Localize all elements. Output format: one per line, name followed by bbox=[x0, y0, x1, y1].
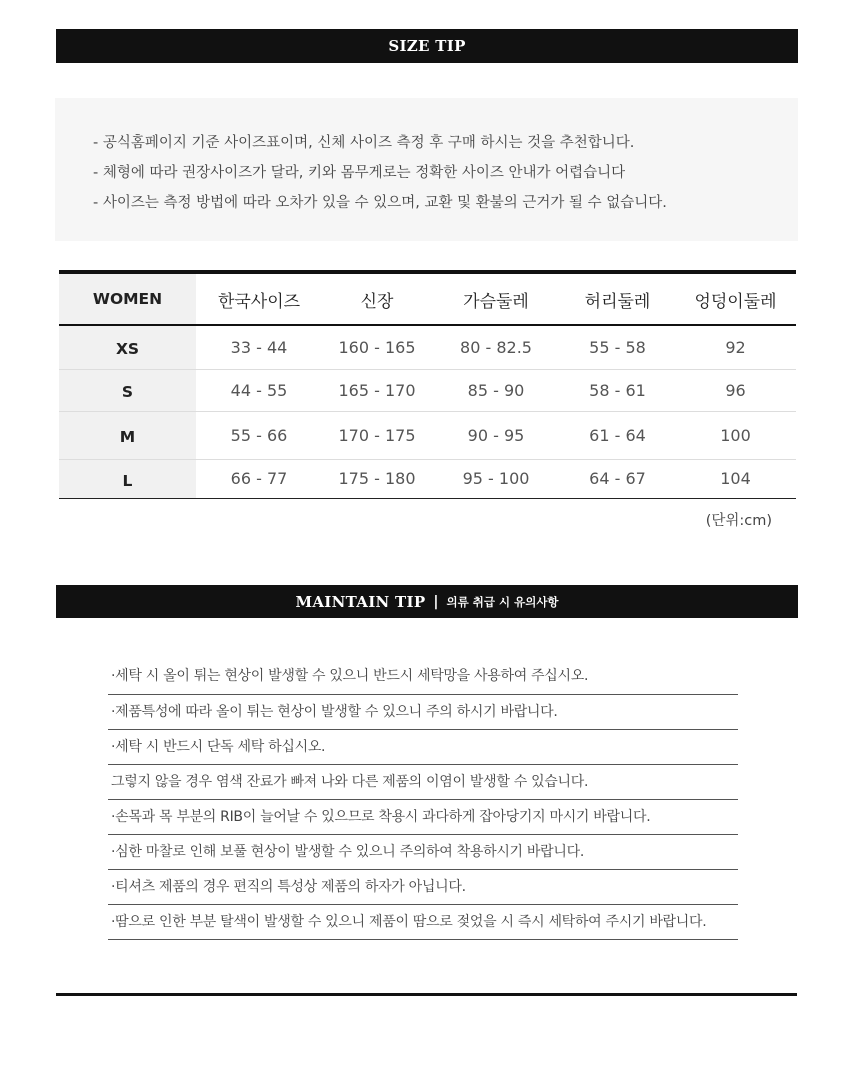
size-note: - 공식홈페이지 기준 사이즈표이며, 신체 사이즈 측정 후 구매 하시는 것을 추천합니다. bbox=[93, 135, 635, 151]
table-row bbox=[59, 459, 796, 498]
table-cell: 55 - 58 bbox=[560, 325, 675, 369]
list-item: ·세탁 시 올이 튀는 현상이 발생할 수 있으니 반드시 세탁망을 사용하여 주십시오. bbox=[108, 659, 738, 695]
table-row bbox=[59, 325, 796, 369]
list-item: ·심한 마찰로 인해 보풀 현상이 발생할 수 있으니 주의하여 착용하시기 바랍니다. bbox=[108, 835, 738, 870]
size-table bbox=[59, 270, 796, 499]
table-cell: 55 - 66 bbox=[196, 411, 322, 459]
title-separator: | bbox=[433, 593, 439, 610]
table-cell: 170 - 175 bbox=[322, 411, 432, 459]
table-cell: 165 - 170 bbox=[322, 369, 432, 411]
table-cell: 66 - 77 bbox=[196, 459, 322, 498]
table-cell: 64 - 67 bbox=[560, 459, 675, 498]
list-item: ·손목과 목 부분의 RIB이 늘어날 수 있으므로 착용시 과다하게 잡아당기지 마시기 바랍니다. bbox=[108, 800, 738, 835]
care-instructions-list bbox=[108, 659, 738, 940]
table-cell: 96 bbox=[675, 369, 796, 411]
table-cell: 92 bbox=[675, 325, 796, 369]
table-row bbox=[59, 369, 796, 411]
header-height: 신장 bbox=[360, 291, 394, 312]
header-women: WOMEN bbox=[59, 272, 196, 325]
size-table-header-row bbox=[59, 272, 796, 325]
size-tip-notes bbox=[55, 98, 798, 241]
unit-note: (단위:cm) bbox=[705, 513, 772, 529]
table-cell: 100 bbox=[675, 411, 796, 459]
table-cell: 85 - 90 bbox=[432, 369, 560, 411]
list-item: ·세탁 시 반드시 단독 세탁 하십시오. bbox=[108, 730, 738, 765]
maintain-tip-header bbox=[56, 585, 798, 618]
maintain-tip-title: MAINTAIN TIP bbox=[295, 592, 426, 611]
list-item: ·제품특성에 따라 올이 튀는 현상이 발생할 수 있으니 주의 하시기 바랍니다. bbox=[108, 695, 738, 730]
list-item: 그렇지 않을 경우 염색 잔료가 빠져 나와 다른 제품의 이염이 발생할 수 있습니다. bbox=[108, 765, 738, 800]
table-cell: 58 - 61 bbox=[560, 369, 675, 411]
table-cell: 160 - 165 bbox=[322, 325, 432, 369]
table-cell: 95 - 100 bbox=[432, 459, 560, 498]
size-note: - 사이즈는 측정 방법에 따라 오차가 있을 수 있으며, 교환 및 환불의 근거가 될 수 없습니다. bbox=[93, 195, 667, 211]
table-cell: 61 - 64 bbox=[560, 411, 675, 459]
table-cell: 175 - 180 bbox=[322, 459, 432, 498]
header-waist: 허리둘레 bbox=[584, 291, 651, 312]
table-cell: 44 - 55 bbox=[196, 369, 322, 411]
header-hip: 엉덩이둘레 bbox=[694, 291, 777, 312]
table-cell: 104 bbox=[675, 459, 796, 498]
size-label: L bbox=[59, 459, 196, 498]
size-label: XS bbox=[59, 325, 196, 369]
header-bust: 가슴둘레 bbox=[463, 291, 529, 312]
table-cell: 90 - 95 bbox=[432, 411, 560, 459]
table-row bbox=[59, 411, 796, 459]
list-item: ·땀으로 인한 부분 탈색이 발생할 수 있으니 제품이 땀으로 젖었을 시 즉시 세탁하여 주시기 바랍니다. bbox=[108, 905, 738, 940]
maintain-tip-subtitle: 의류 취급 시 유의사항 bbox=[446, 594, 559, 609]
bottom-divider bbox=[56, 993, 797, 996]
header-korean-size: 한국사이즈 bbox=[217, 291, 301, 312]
table-cell: 80 - 82.5 bbox=[432, 325, 560, 369]
table-cell: 33 - 44 bbox=[196, 325, 322, 369]
size-label: S bbox=[59, 369, 196, 411]
size-note: - 체형에 따라 권장사이즈가 달라, 키와 몸무게로는 정확한 사이즈 안내가 어렵습니다 bbox=[93, 165, 626, 181]
size-tip-header bbox=[56, 29, 798, 63]
size-tip-title: SIZE TIP bbox=[388, 37, 466, 55]
size-label: M bbox=[59, 411, 196, 459]
list-item: ·티셔츠 제품의 경우 편직의 특성상 제품의 하자가 아닙니다. bbox=[108, 870, 738, 905]
